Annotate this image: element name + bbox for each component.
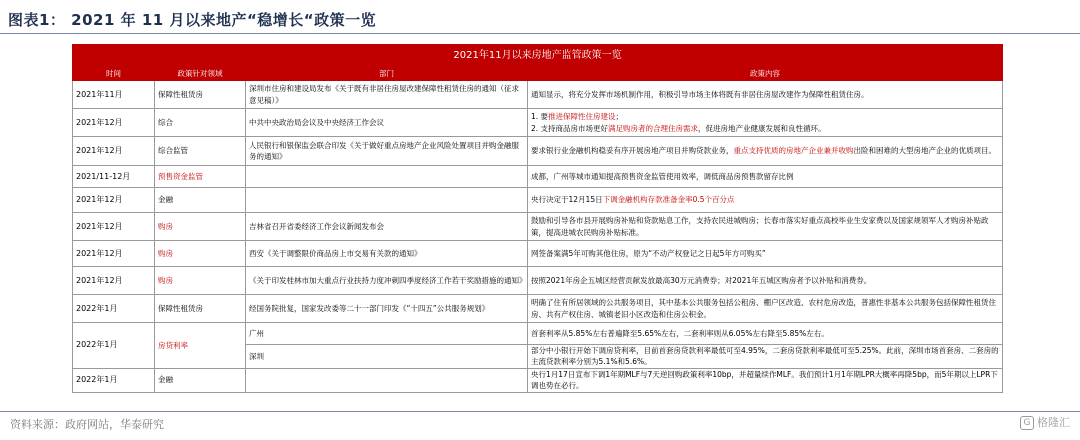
content-text: 2. 支持商品房市场更好 bbox=[531, 123, 609, 133]
table-title: 2021年11月以来房地产监管政策一览 bbox=[73, 45, 1003, 67]
cell-field: 购房 bbox=[155, 213, 246, 241]
cell-field: 金融 bbox=[155, 368, 246, 392]
header-time: 时间 bbox=[73, 67, 155, 81]
content-text: 要求银行业金融机构稳妥有序开展房地产项目并购贷款业务， bbox=[531, 146, 734, 156]
cell-field: 保障性租赁房 bbox=[155, 81, 246, 109]
watermark-logo bbox=[1020, 414, 1070, 430]
cell-time: 2021年12月 bbox=[73, 188, 155, 213]
content-text: 出险和困难的大型房地产企业的优质项目。 bbox=[853, 146, 996, 156]
cell-content: 明确了住有所居领域的公共服务项目，其中基本公共服务包括公租房、棚户区改造、农村危房改造，普惠性非基本公共服务包括保障性租赁住房、共有产权住房、城镇老旧小区改造和住房公积金。 bbox=[528, 295, 1003, 323]
cell-time: 2021年12月 bbox=[73, 109, 155, 137]
cell-time: 2021年12月 bbox=[73, 213, 155, 241]
table-row bbox=[73, 213, 1003, 241]
cell-time: 2021年11月 bbox=[73, 81, 155, 109]
table-row bbox=[73, 368, 1003, 392]
content-text: ； bbox=[615, 112, 624, 122]
figure-title: 图表1： 2021 年 11 月以来地产“稳增长“政策一览 bbox=[8, 11, 377, 29]
policy-table bbox=[72, 44, 1003, 393]
cell-dept: 广州 bbox=[246, 323, 528, 345]
table-row bbox=[73, 295, 1003, 323]
header-field: 政策针对领域 bbox=[155, 67, 246, 81]
cell-dept: 深圳 bbox=[246, 345, 528, 369]
logo-text: 格隆汇 bbox=[1037, 416, 1070, 429]
table-header-row bbox=[73, 67, 1003, 81]
table-row bbox=[73, 166, 1003, 188]
cell-field: 购房 bbox=[155, 241, 246, 267]
content-highlight: 下调金融机构存款准备金率0.5个百分点 bbox=[602, 195, 735, 205]
content-highlight: 推进保障性住房建设 bbox=[548, 112, 616, 122]
cell-time: 2021年12月 bbox=[73, 137, 155, 166]
cell-time: 2021年12月 bbox=[73, 241, 155, 267]
cell-content: 通知显示，将充分发挥市场机制作用，积极引导市场主体将既有非居住房屋改建作为保障性租赁住房。 bbox=[528, 81, 1003, 109]
cell-content: 央行1月17日宣布下调1年期MLF与7天逆回购政策利率10bp，并超量续作MLF。我们预计1月1年期LPR大概率再降5bp，而5年期以上LPR下调也势在必行。 bbox=[528, 368, 1003, 392]
cell-field: 金融 bbox=[155, 188, 246, 213]
cell-content bbox=[528, 109, 1003, 137]
cell-time: 2021年12月 bbox=[73, 267, 155, 295]
cell-dept: 深圳市住房和建设局发布《关于既有非居住房屋改建保障性租赁住房的通知（征求意见稿）》 bbox=[246, 81, 528, 109]
table-row bbox=[73, 267, 1003, 295]
table-row bbox=[73, 323, 1003, 345]
cell-content: 成都，广州等城市通知提高预售资金监管使用效率，调低商品房预售款留存比例 bbox=[528, 166, 1003, 188]
cell-field: 保障性租赁房 bbox=[155, 295, 246, 323]
content-highlight: 重点支持优质的房地产企业兼并收购 bbox=[733, 146, 854, 156]
cell-time: 2022年1月 bbox=[73, 368, 155, 392]
cell-content: 部分中小银行开始下调房贷利率，目前首套房贷款利率最低可至4.95%，二套房贷款利率最低可至5.25%。此前，深圳市场首套房、二套房的主流贷款利率分别为5.1%和5.6%。 bbox=[528, 345, 1003, 369]
cell-content: 首套利率从5.85%左右普遍降至5.65%左右，二套利率则从6.05%左右降至5.85%左右。 bbox=[528, 323, 1003, 345]
cell-content: 鼓励和引导各市县开展购房补贴和贷款贴息工作，支持农民进城购房；长春市落实好重点高校毕业生安家费以及国家规领军人才购房补贴政策，提高进城农民购房补贴标准。 bbox=[528, 213, 1003, 241]
table-row bbox=[73, 81, 1003, 109]
cell-dept: 西安《关于调整限价商品房上市交易有关款的通知》 bbox=[246, 241, 528, 267]
cell-dept: 《关于印发桂林市加大重点行业扶持力度冲刺四季度经济工作若干奖励措施的通知》 bbox=[246, 267, 528, 295]
content-line bbox=[531, 111, 999, 122]
table-title-row bbox=[73, 45, 1003, 67]
cell-dept: 人民银行和银保监会联合印发《关于做好重点房地产企业风险处置项目并购金融服务的通知》 bbox=[246, 137, 528, 166]
footer-divider bbox=[0, 411, 1080, 412]
cell-content bbox=[528, 137, 1003, 166]
content-text: 1. 要 bbox=[531, 112, 549, 122]
content-highlight: 满足购房者的合理住房需求 bbox=[608, 123, 699, 133]
title-divider bbox=[0, 33, 1080, 34]
cell-content: 网签备案满5年可购其他住房，原为“不动产权登记之日起5年方可购买” bbox=[528, 241, 1003, 267]
cell-field: 预售资金监管 bbox=[155, 166, 246, 188]
header-dept: 部门 bbox=[246, 67, 528, 81]
cell-dept: 中共中央政治局会议及中央经济工作会议 bbox=[246, 109, 528, 137]
content-text: ，促进房地产业健康发展和良性循环。 bbox=[698, 123, 826, 133]
cell-dept: 经国务院批复，国家发改委等二十一部门印发《“十四五”公共服务规划》 bbox=[246, 295, 528, 323]
cell-time: 2022年1月 bbox=[73, 323, 155, 369]
cell-field: 综合 bbox=[155, 109, 246, 137]
logo-icon: G bbox=[1020, 416, 1034, 430]
cell-field: 购房 bbox=[155, 267, 246, 295]
cell-content: 按照2021年房企五城区经营贡献发放最高30万元消费券；对2021年五城区购房者予以补贴和消费券。 bbox=[528, 267, 1003, 295]
cell-dept bbox=[246, 166, 528, 188]
table-row bbox=[73, 188, 1003, 213]
policy-table-container bbox=[72, 44, 1002, 393]
cell-dept bbox=[246, 368, 528, 392]
table-row bbox=[73, 109, 1003, 137]
header-content: 政策内容 bbox=[528, 67, 1003, 81]
source-note: 资料来源：政府网站，华泰研究 bbox=[10, 418, 164, 431]
table-row bbox=[73, 137, 1003, 166]
cell-dept: 吉林省召开省委经济工作会议新闻发布会 bbox=[246, 213, 528, 241]
cell-field: 综合监管 bbox=[155, 137, 246, 166]
cell-time: 2022年1月 bbox=[73, 295, 155, 323]
content-text: 央行决定于12月15日 bbox=[531, 195, 603, 205]
table-row bbox=[73, 241, 1003, 267]
content-line bbox=[531, 123, 999, 134]
cell-time: 2021/11-12月 bbox=[73, 166, 155, 188]
cell-content bbox=[528, 188, 1003, 213]
cell-dept bbox=[246, 188, 528, 213]
cell-field: 房贷利率 bbox=[155, 323, 246, 369]
